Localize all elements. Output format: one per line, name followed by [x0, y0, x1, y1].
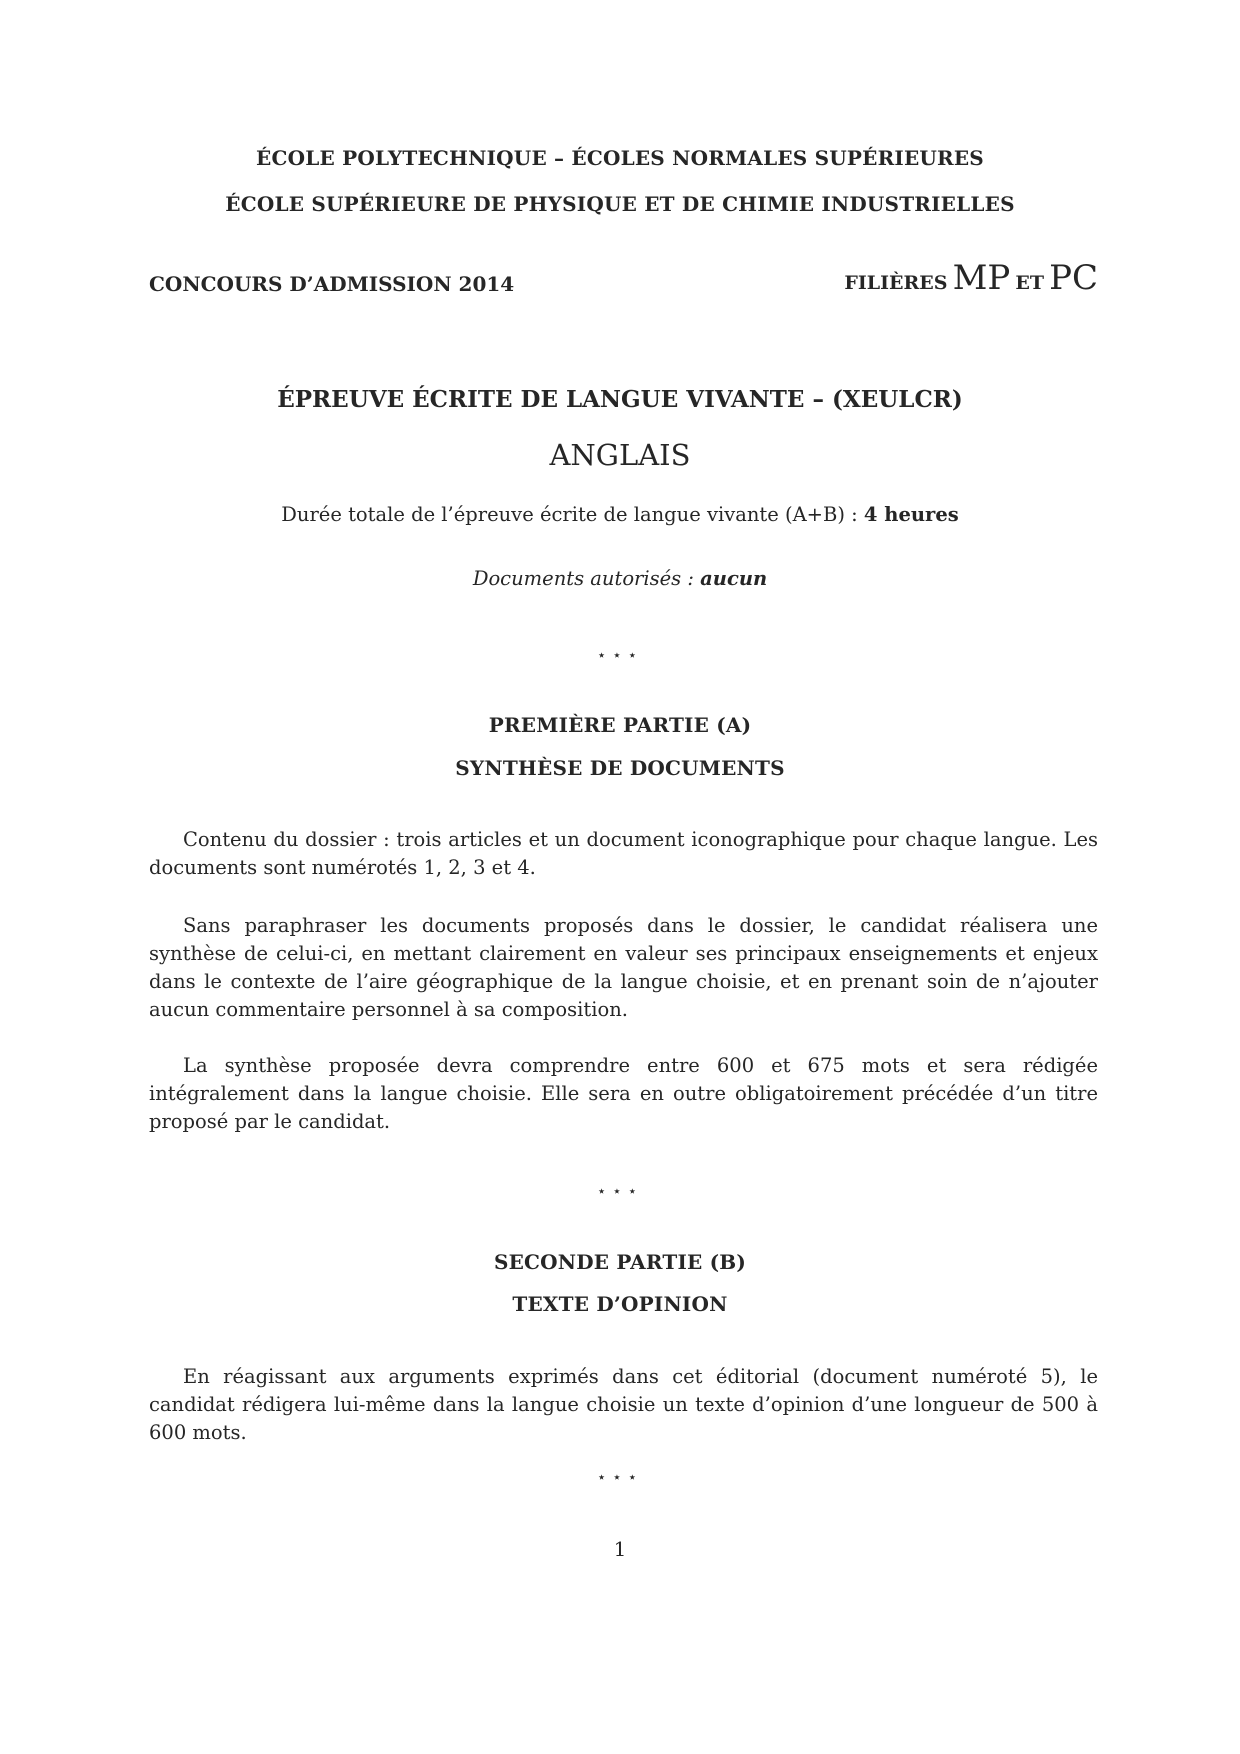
filiere-pc: PC — [1049, 258, 1098, 298]
exam-language: ANGLAIS — [549, 438, 691, 472]
duration-text: Durée totale de l’épreuve écrite de langue vivante (A+B) : — [281, 503, 864, 526]
page-number: 1 — [613, 1537, 627, 1561]
filiere-mp: MP — [952, 258, 1011, 298]
part-a-paragraph-2: Sans paraphraser les documents proposés dans le dossier, le candidat réalisera une synthèse de celui-ci, en mettant clairement en valeur ses principaux enseignements et enjeux dans le contexte de l’aire géographique de la langue choisie, et en prenant soin de n’ajouter aucun commentaire personnel à sa composition. — [149, 914, 1098, 1021]
institution-line-1: ÉCOLE POLYTECHNIQUE – ÉCOLES NORMALES SUPÉRIEURES — [256, 146, 984, 170]
separator-stars-3: ⋆⋆⋆ — [596, 1468, 644, 1486]
part-a-paragraph-3: La synthèse proposée devra comprendre entre 600 et 675 mots et sera rédigée intégralement dans la langue choisie. Elle sera en outre obligatoirement précédée d’un titre proposé par le candidat. — [149, 1054, 1098, 1133]
filieres-word: FILIÈRES — [844, 272, 948, 294]
institution-line-2: ÉCOLE SUPÉRIEURE DE PHYSIQUE ET DE CHIMIE INDUSTRIELLES — [225, 192, 1015, 216]
documents-label: Documents autorisés : — [472, 567, 701, 590]
part-a-subtitle: SYNTHÈSE DE DOCUMENTS — [455, 756, 785, 780]
filieres-label — [700, 258, 1098, 298]
part-a-paragraph-1: Contenu du dossier : trois articles et un document iconographique pour chaque langue. Les documents sont numérotés 1, 2, 3 et 4. — [149, 828, 1098, 879]
part-b-paragraph: En réagissant aux arguments exprimés dans cet éditorial (document numéroté 5), le candidat rédigera lui-même dans la langue choisie un texte d’opinion d’une longueur de 500 à 600 mots. — [149, 1365, 1098, 1444]
part-a-title: PREMIÈRE PARTIE (A) — [488, 713, 752, 737]
documents-value: aucun — [700, 567, 768, 590]
duration-value: 4 heures — [863, 503, 959, 526]
separator-stars-1: ⋆⋆⋆ — [596, 646, 644, 664]
separator-stars-2: ⋆⋆⋆ — [596, 1182, 644, 1200]
documents-allowed — [0, 567, 1240, 590]
part-b-subtitle: TEXTE D’OPINION — [512, 1292, 728, 1316]
part-b-title: SECONDE PARTIE (B) — [493, 1250, 747, 1274]
exam-title: ÉPREUVE ÉCRITE DE LANGUE VIVANTE – (XEULCR) — [277, 386, 963, 413]
concours-label: CONCOURS D’ADMISSION 2014 — [149, 272, 515, 296]
exam-duration — [0, 503, 1240, 526]
et-word: ET — [1015, 272, 1044, 294]
